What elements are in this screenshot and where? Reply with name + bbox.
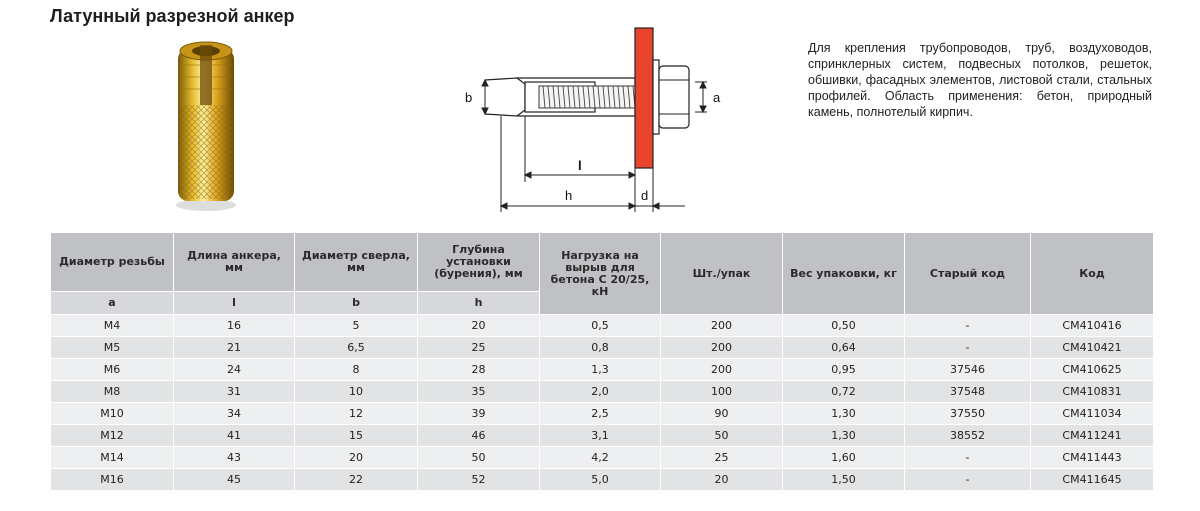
cell-code: CM410416 (1031, 315, 1154, 337)
cell-thread: M14 (51, 447, 174, 469)
cell-length: 43 (174, 447, 295, 469)
page-title: Латунный разрезной анкер (50, 6, 295, 26)
cell-pcs: 25 (661, 447, 783, 469)
cell-depth: 39 (418, 403, 540, 425)
table-row (51, 315, 1154, 337)
subheader-b: b (295, 292, 418, 315)
cell-pcs: 200 (661, 359, 783, 381)
installation-diagram (455, 22, 745, 217)
cell-pcs: 200 (661, 337, 783, 359)
cell-length: 16 (174, 315, 295, 337)
label-a: a (713, 90, 721, 105)
table-row (51, 469, 1154, 491)
cell-pcs: 100 (661, 381, 783, 403)
cell-depth: 20 (418, 315, 540, 337)
cell-code: CM411034 (1031, 403, 1154, 425)
table-row (51, 359, 1154, 381)
cell-load: 2,5 (540, 403, 661, 425)
cell-drill: 20 (295, 447, 418, 469)
cell-thread: M12 (51, 425, 174, 447)
table-row (51, 403, 1154, 425)
cell-thread: M5 (51, 337, 174, 359)
cell-pcs: 50 (661, 425, 783, 447)
cell-length: 31 (174, 381, 295, 403)
cell-code: CM410831 (1031, 381, 1154, 403)
mounted-plate (635, 28, 653, 168)
cell-old-code: - (905, 469, 1031, 491)
cell-weight: 1,30 (783, 403, 905, 425)
cell-thread: M16 (51, 469, 174, 491)
cell-load: 3,1 (540, 425, 661, 447)
label-l: l (578, 158, 582, 173)
cell-thread: M6 (51, 359, 174, 381)
table-row (51, 381, 1154, 403)
cell-length: 41 (174, 425, 295, 447)
header-code: Код (1031, 233, 1154, 315)
cell-depth: 52 (418, 469, 540, 491)
cell-old-code: 38552 (905, 425, 1031, 447)
table-header-row (51, 233, 1154, 292)
cell-old-code: - (905, 337, 1031, 359)
cell-weight: 0,95 (783, 359, 905, 381)
subheader-h: h (418, 292, 540, 315)
cell-thread: M10 (51, 403, 174, 425)
cell-load: 4,2 (540, 447, 661, 469)
cell-code: CM410625 (1031, 359, 1154, 381)
nut (659, 66, 689, 128)
cell-load: 1,3 (540, 359, 661, 381)
header-pack-weight: Вес упаковки, кг (783, 233, 905, 315)
cell-load: 5,0 (540, 469, 661, 491)
cell-code: CM411645 (1031, 469, 1154, 491)
header-pcs-per-pack: Шт./упак (661, 233, 783, 315)
washer (653, 60, 659, 134)
label-h: h (565, 188, 573, 203)
cell-code: CM410421 (1031, 337, 1154, 359)
cell-depth: 28 (418, 359, 540, 381)
table-row (51, 337, 1154, 359)
cell-weight: 1,50 (783, 469, 905, 491)
cell-weight: 0,72 (783, 381, 905, 403)
cell-drill: 12 (295, 403, 418, 425)
subheader-l: l (174, 292, 295, 315)
table-row (51, 447, 1154, 469)
specification-table (50, 232, 1154, 491)
cell-load: 0,8 (540, 337, 661, 359)
cell-drill: 10 (295, 381, 418, 403)
cell-load: 0,5 (540, 315, 661, 337)
header-drill-diameter: Диаметр сверла, мм (295, 233, 418, 292)
cell-depth: 25 (418, 337, 540, 359)
cell-drill: 5 (295, 315, 418, 337)
cell-drill: 6,5 (295, 337, 418, 359)
label-d: d (641, 188, 649, 203)
cell-drill: 8 (295, 359, 418, 381)
cell-old-code: 37546 (905, 359, 1031, 381)
cell-weight: 1,30 (783, 425, 905, 447)
cell-pcs: 200 (661, 315, 783, 337)
header-old-code: Старый код (905, 233, 1031, 315)
cell-depth: 50 (418, 447, 540, 469)
cell-length: 45 (174, 469, 295, 491)
cell-load: 2,0 (540, 381, 661, 403)
cell-weight: 1,60 (783, 447, 905, 469)
cell-thread: M4 (51, 315, 174, 337)
cell-weight: 0,64 (783, 337, 905, 359)
cell-length: 21 (174, 337, 295, 359)
cell-old-code: - (905, 315, 1031, 337)
cell-drill: 15 (295, 425, 418, 447)
cell-pcs: 90 (661, 403, 783, 425)
cell-code: CM411241 (1031, 425, 1154, 447)
cell-code: CM411443 (1031, 447, 1154, 469)
bolt-thread (539, 86, 639, 108)
cell-old-code: 37550 (905, 403, 1031, 425)
cell-pcs: 20 (661, 469, 783, 491)
cell-length: 24 (174, 359, 295, 381)
label-b: b (465, 90, 473, 105)
subheader-a: a (51, 292, 174, 315)
header-anchor-length: Длина анкера, мм (174, 233, 295, 292)
cell-weight: 0,50 (783, 315, 905, 337)
cell-drill: 22 (295, 469, 418, 491)
brass-anchor-image (150, 35, 260, 215)
header-pullout-load: Нагрузка на вырыв для бетона C 20/25, кН (540, 233, 661, 315)
cell-old-code: - (905, 447, 1031, 469)
cell-depth: 46 (418, 425, 540, 447)
header-install-depth: Глубина установки (бурения), мм (418, 233, 540, 292)
cell-length: 34 (174, 403, 295, 425)
dimension-b (482, 80, 488, 114)
cell-depth: 35 (418, 381, 540, 403)
table-row (51, 425, 1154, 447)
dimension-a (695, 82, 707, 112)
cell-thread: M8 (51, 381, 174, 403)
product-description: Для крепления трубопроводов, труб, воздуховодов, спринклерных систем, подвесных потолков, решеток, обшивки, фасадных элементов, листовой стали, стальных профилей. Область применения: бетон, природный камень, полнотелый кирпич. (808, 41, 1152, 119)
cell-old-code: 37548 (905, 381, 1031, 403)
header-thread-diameter: Диаметр резьбы (51, 233, 174, 292)
